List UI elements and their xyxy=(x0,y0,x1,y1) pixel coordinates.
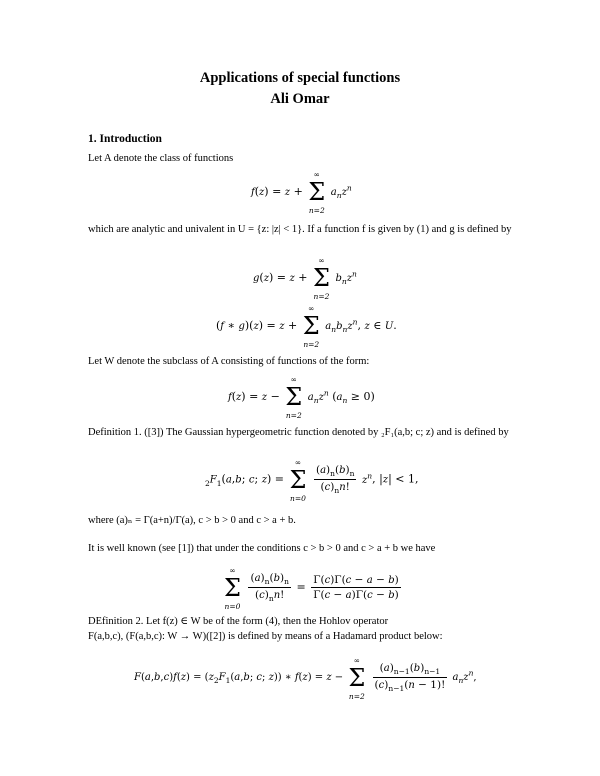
section-heading-introduction: 1. Introduction xyxy=(88,133,162,145)
equation-5: $_2F_1(a,b$; c; z) = Σ ∞ n=0 $\frac{(a)_n(b)_n}{(c)_nn!}$ $z^n$, |z| < 1, xyxy=(205,457,419,503)
paragraph-intro: Let A denote the class of functions xyxy=(88,153,234,164)
definition-2-line-1: DEfinition 2. Let f(z) ∈ W be of the form (4), then the Hohlov operator xyxy=(88,616,389,627)
equation-1: f(z) = z + Σ ∞ n=2 $a_nz^n$ xyxy=(251,170,352,215)
equation-4: f(z) = z − Σ ∞ n=2 $a_nz^n$ $(a_n \ge 0)$ xyxy=(228,375,375,420)
paragraph-subclass-w: Let W denote the subclass of A consisting of functions of the form: xyxy=(88,356,370,367)
definition-1: Definition 1. ([3]) The Gaussian hypergeometric function denoted by ₂F₁(a,b; c; z) and is defined by xyxy=(88,427,509,438)
paragraph-well-known: It is well known (see [1]) that under the conditions c > b > 0 and c > a + b we have xyxy=(88,543,436,554)
pochhammer-definition: where (a)ₙ = Γ(a+n)/Γ(a), c > b > 0 and c > a + b. xyxy=(88,515,296,526)
equation-2: g(z) = z + Σ ∞ n=2 $b_nz^n$ xyxy=(253,256,357,301)
equation-6: Σ ∞ n=0 $\frac{(a)_n(b)_n}{(c)_nn!}$ = $\frac{\Gamma(c)\Gamma(c - a - b)}{\Gamma(c - a)\Gamma(c - b)}$ xyxy=(224,565,399,611)
paper-author: Ali Omar xyxy=(270,91,330,107)
paragraph-analytic-univalent: which are analytic and univalent in U = {z: |z| < 1}. If a function f is given by (1) and g is defined by xyxy=(88,224,512,235)
paper-title: Applications of special functions xyxy=(199,70,401,86)
equation-3: (f ∗ g)(z) = z + Σ ∞ n=2 $a_nb_nz^n$, z ∈ U. xyxy=(216,304,397,349)
equation-7: $F(a,b,c)f(z) = (z_2F_1(a,b$; c; z)) ∗ f(z) = z − Σ ∞ n=2 $\frac{(a)_{n-1}(b)_{n-1}}{(c)_{n-1}(n - 1)!}$ $a_nz^n$, xyxy=(134,655,477,701)
definition-2-line-2: F(a,b,c), (F(a,b,c): W → W)([2]) is defined by means of a Hadamard product below: xyxy=(88,631,443,642)
